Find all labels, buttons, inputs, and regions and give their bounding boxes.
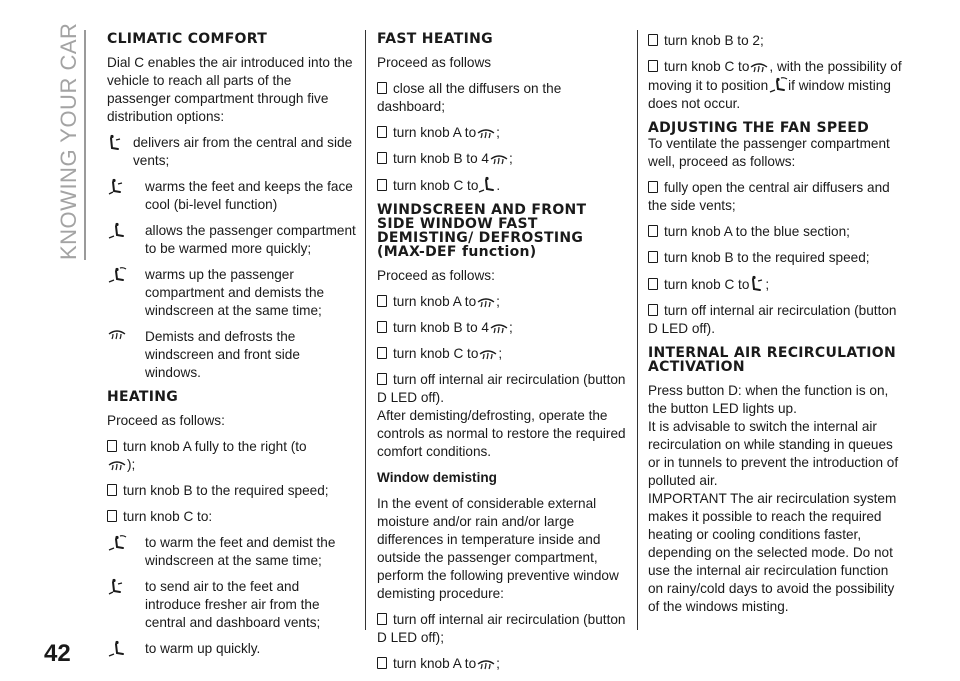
list-item: turn knob A to ;: [377, 124, 627, 142]
option-text: to send air to the feet and introduce fresher air from the central and dashboard vents;: [145, 579, 321, 630]
list-item: turn knob B to 4 ;: [377, 319, 627, 337]
sidebar-divider: [84, 30, 86, 260]
list-item: turn knob C to ;: [377, 345, 627, 363]
bullet-box-icon: [377, 152, 387, 164]
defrost-icon: [749, 61, 769, 75]
option-item: [107, 578, 357, 632]
recirculation-important: IMPORTANT The air recirculation system makes it possible to reach the required heating or cooling conditions faster, depending on the selected mode. Do not use the internal air recirculation function on rainy/cold days to avoid the possibility of the windows misting.: [648, 491, 897, 614]
feet-windscreen-icon: [107, 266, 127, 284]
option-text: warms up the passenger compartment and demists the windscreen at the same time;: [145, 267, 325, 318]
bullet-box-icon: [648, 60, 658, 72]
option-item: [107, 134, 357, 170]
option-item: [107, 222, 357, 258]
bullet-box-icon: [377, 347, 387, 359]
fast-heating-intro: Proceed as follows: [377, 55, 492, 70]
defrost-icon: [107, 328, 127, 342]
fan-max-icon: [489, 153, 509, 167]
bullet-box-icon: [377, 295, 387, 307]
bullet-box-icon: [377, 613, 387, 625]
bullet-box-icon: [107, 440, 117, 452]
window-demisting-heading: Window demisting: [377, 470, 497, 485]
list-item: turn knob C to .: [377, 176, 627, 195]
bullet-box-icon: [648, 251, 658, 263]
defrost-icon: [478, 348, 498, 362]
option-text: to warm up quickly.: [145, 641, 261, 656]
climatic-comfort-heading: CLIMATIC COMFORT: [107, 31, 268, 47]
fan-max-icon: [489, 322, 509, 336]
heating-heading: HEATING: [107, 389, 179, 405]
list-item: turn knob B to 2;: [648, 32, 903, 50]
option-text: warms the feet and keeps the face cool (bi-level function): [145, 179, 353, 212]
list-item: turn off internal air recirculation (button D LED off);: [377, 612, 626, 645]
window-demisting-text: In the event of considerable external moisture and/or rain and/or large differences in temperature inside and outside the passenger compartment, perform the following preventive window demisting procedure:: [377, 496, 619, 601]
after-defrost-text: After demisting/defrosting, operate the controls as normal to restore the required comfort conditions.: [377, 408, 626, 459]
option-text: allows the passenger compartment to be warmed more quickly;: [145, 223, 356, 256]
option-item: [107, 534, 357, 570]
option-text: to warm the feet and demist the windscreen at the same time;: [145, 535, 336, 568]
option-item: [107, 328, 357, 382]
fan-speed-heading: ADJUSTING THE FAN SPEED: [648, 120, 870, 136]
option-item: [107, 640, 357, 658]
list-item: turn off internal air recirculation (button D LED off).: [648, 303, 897, 336]
list-item: turn off internal air recirculation (button D LED off).: [377, 372, 626, 405]
option-text: Demists and defrosts the windscreen and front side windows.: [145, 329, 300, 380]
recirculation-heading: INTERNAL AIR RECIRCULATION ACTIVATION: [648, 345, 896, 375]
feet-icon: [107, 640, 127, 658]
defrost-icon: [476, 127, 496, 141]
fast-heating-heading: FAST HEATING: [377, 31, 493, 47]
defrost-icon: [107, 459, 127, 473]
list-item: close all the diffusers on the dashboard;: [377, 81, 562, 114]
bullet-box-icon: [107, 510, 117, 522]
list-item: turn knob C to , with the possibility of moving it to position if window misting does not occur.: [648, 59, 902, 111]
list-item: turn knob A to ;: [377, 293, 627, 311]
column-divider: [637, 30, 638, 630]
recirculation-p2: It is advisable to switch the internal air recirculation on while standing in queues or in tunnels to prevent the introduction of polluted air.: [648, 419, 899, 488]
section-sidebar: [56, 22, 82, 260]
column-2: [377, 32, 627, 681]
list-item: turn knob A to the blue section;: [648, 223, 903, 241]
list-item: turn knob B to the required speed;: [107, 482, 357, 500]
heating-intro: Proceed as follows:: [107, 413, 225, 428]
list-item: turn knob C to:: [107, 508, 357, 526]
feet-icon: [478, 176, 496, 194]
face-vent-icon: [749, 275, 765, 293]
bullet-box-icon: [648, 304, 658, 316]
bullet-box-icon: [377, 82, 387, 94]
option-item: [107, 266, 357, 320]
column-3: [648, 32, 903, 616]
list-item: turn knob B to 4 ;: [377, 150, 627, 168]
list-item: turn knob A to ;: [377, 655, 627, 673]
bilevel-icon: [107, 178, 127, 196]
bullet-box-icon: [377, 179, 387, 191]
column-1: [107, 32, 357, 666]
bullet-box-icon: [377, 126, 387, 138]
defrost-icon: [476, 658, 496, 672]
feet-windscreen-icon: [107, 534, 127, 552]
bullet-box-icon: [107, 484, 117, 496]
max-def-heading: WINDSCREEN AND FRONT SIDE WINDOW FAST DEMISTING/ DEFROSTING (MAX-DEF function): [377, 202, 587, 260]
page-number: 42: [44, 640, 71, 667]
feet-icon: [107, 222, 127, 240]
list-item: turn knob B to the required speed;: [648, 249, 903, 267]
bullet-box-icon: [648, 181, 658, 193]
feet-windscreen-icon: [768, 76, 788, 94]
bullet-box-icon: [377, 657, 387, 669]
bullet-box-icon: [648, 225, 658, 237]
bullet-box-icon: [377, 373, 387, 385]
bullet-box-icon: [648, 278, 658, 290]
column-divider: [365, 30, 366, 630]
face-vent-icon: [107, 134, 123, 152]
fan-speed-intro: To ventilate the passenger compartment well, proceed as follows:: [648, 136, 890, 169]
list-item: turn knob C to ;: [648, 275, 903, 294]
list-item: fully open the central air diffusers and the side vents;: [648, 180, 890, 213]
section-title: KNOWING YOUR CAR: [56, 22, 81, 260]
bilevel-icon: [107, 578, 127, 596]
list-item: turn knob A fully to the right (to );: [107, 438, 357, 474]
bullet-box-icon: [377, 321, 387, 333]
defrost-icon: [476, 296, 496, 310]
option-text: delivers air from the central and side vents;: [133, 135, 353, 168]
climatic-intro: Dial C enables the air introduced into the vehicle to reach all parts of the passenger compartment through five distribution options:: [107, 55, 353, 124]
recirculation-p1: Press button D: when the function is on, the button LED lights up.: [648, 383, 889, 416]
max-def-intro: Proceed as follows:: [377, 268, 495, 283]
bullet-box-icon: [648, 34, 658, 46]
option-item: [107, 178, 357, 214]
